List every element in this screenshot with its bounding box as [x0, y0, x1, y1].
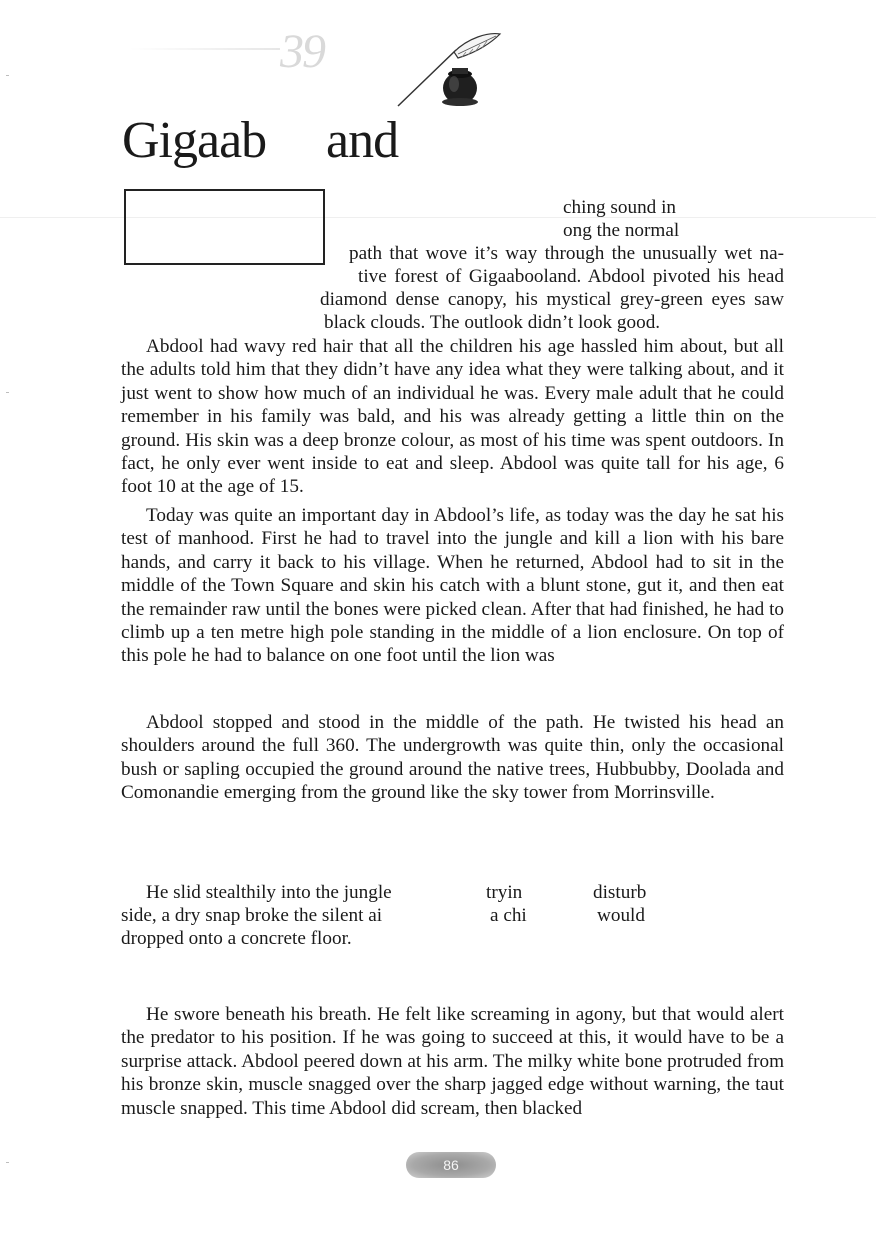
margin-mark	[6, 1162, 9, 1163]
body-paragraph: He swore beneath his breath. He felt like screaming in agony, but that would alert the predator to his position. If he was going to succeed at this, it would have to be a surprise attack. Abdool peered down at his arm. The milky white bone protruded from his bronze skin, muscle snagged over the sharp jagged edge without warning, the taut muscle snapped. This time Abdool did scream, then blacked	[121, 1004, 784, 1119]
text-fragment-line: path that wove it’s way through the unusually wet na-	[349, 243, 784, 264]
chapter-number: 39	[280, 25, 324, 78]
margin-mark	[6, 392, 9, 393]
text-fragment-line: tive forest of Gigaabooland. Abdool pivoted his head	[358, 266, 784, 287]
text-fragment-line: ong the normal	[563, 220, 680, 241]
partial-text-line: disturb	[593, 882, 647, 903]
page-number-badge: 86	[406, 1152, 496, 1178]
body-paragraph: Today was quite an important day in Abdool’s life, as today was the day he sat his test of manhood. First he had to travel into the jungle and kill a lion with his bare hands, and carry it back to his village. When he returned, Abdool had to sit in the middle of the Town Square and skin his catch with a blunt stone, gut it, and then eat the remainder raw until the bones were picked clean. After that had finished, he had to climb up a ten metre high pole standing in the middle of a lion enclosure. On top of this pole he had to balance on one foot until the lion was	[121, 505, 784, 667]
partial-text-line: dropped onto a concrete floor.	[121, 928, 352, 949]
title-word-1: Gigaab	[122, 112, 267, 169]
text-fragment-line: ching sound in	[563, 197, 676, 218]
text-fragment-line: diamond dense canopy, his mystical grey-green eyes saw	[320, 289, 784, 310]
text-fragment-line: black clouds. The outlook didn’t look good.	[324, 312, 661, 333]
margin-mark	[6, 75, 9, 76]
body-paragraph: Abdool had wavy red hair that all the children his age hassled him about, but all the adults told him that they didn’t have any idea what they were talking about, and it just went to show how much of an individual he was. Every male adult that he could remember in his family was bald, and his was already getting a little thin on the ground. His skin was a deep bronze colour, as most of his time was spent outdoors. In fact, he only ever went inside to eat and sleep. Abdool was quite tall for his age, 6 foot 10 at the age of 15.	[121, 336, 784, 498]
partial-text-line: side, a dry snap broke the silent ai	[121, 905, 383, 926]
partial-text-line: tryin	[486, 882, 523, 903]
quill-inkpot-icon	[396, 30, 506, 110]
partial-text-line: would	[597, 905, 645, 926]
body-paragraph: Abdool stopped and stood in the middle of the path. He twisted his head an shoulders around the full 360. The undergrowth was quite thin, only the occasional bush or sapling occupied the ground around the native trees, Hubbubby, Doolada and Comonandie emerging from the ground like the sky tower from Morrinsville.	[121, 712, 784, 804]
title-word-2: and	[326, 112, 399, 169]
chapter-title	[122, 112, 398, 169]
header-decoration-line	[130, 48, 280, 50]
partial-text-line: He slid stealthily into the jungle	[146, 882, 392, 903]
empty-frame-box	[124, 189, 325, 265]
partial-text-line: a chi	[490, 905, 527, 926]
